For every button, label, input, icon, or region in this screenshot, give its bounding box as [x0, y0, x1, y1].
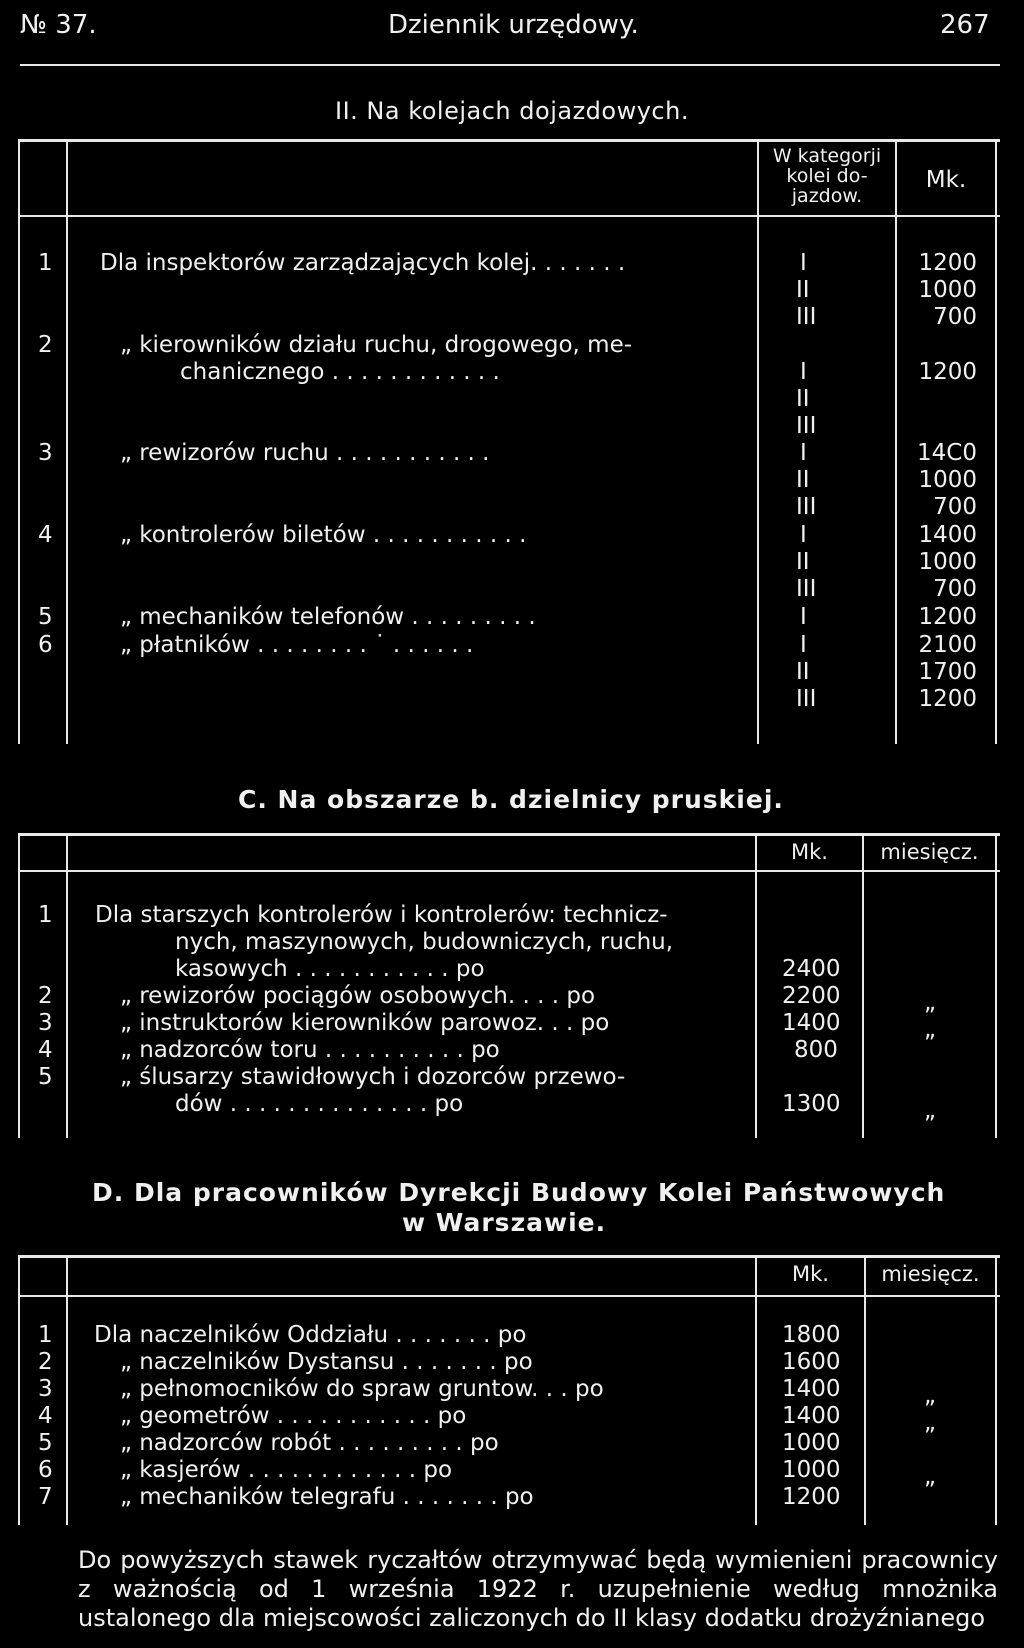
category-cell: II — [796, 277, 810, 303]
row-number: 3 — [38, 440, 53, 466]
row-label: „ nadzorców toru . . . . . . . . . . po — [120, 1037, 500, 1063]
amount-cell: 2200 — [782, 983, 841, 1009]
amount-cell: 1400 — [782, 1403, 841, 1429]
amount-cell: 1600 — [782, 1349, 841, 1375]
section-d-subtitle: w Warszawie. — [402, 1208, 607, 1237]
column-header-period: miesięcz. — [880, 840, 979, 864]
header-rule — [20, 64, 1000, 66]
category-cell: III — [796, 686, 817, 712]
row-number: 1 — [38, 902, 53, 928]
amount-cell: 2100 — [918, 632, 977, 658]
column-header-period: miesięcz. — [881, 1262, 980, 1286]
col-divider — [18, 1255, 20, 1525]
row-label: „ naczelników Dystansu . . . . . . . po — [120, 1349, 533, 1375]
section-d-title: D. Dla pracowników Dyrekcji Budowy Kolei Państwowych — [92, 1178, 946, 1207]
page-number: 267 — [940, 10, 990, 40]
col-divider — [18, 833, 20, 1138]
col-divider — [862, 833, 864, 1138]
row-number: 3 — [38, 1010, 53, 1036]
row-label: „ rewizorów pociągów osobowych. . . . po — [120, 983, 596, 1009]
amount-cell: 1700 — [918, 659, 977, 685]
amount-cell: 1200 — [918, 250, 977, 276]
category-cell: II — [796, 659, 810, 685]
amount-cell: 1000 — [782, 1457, 841, 1483]
amount-cell: 1000 — [918, 277, 977, 303]
row-number: 6 — [38, 632, 53, 658]
col-divider — [66, 139, 68, 744]
row-number: 4 — [38, 1037, 53, 1063]
category-cell: II — [796, 549, 810, 575]
amount-cell: 1400 — [918, 522, 977, 548]
row-number: 7 — [38, 1484, 53, 1510]
amount-cell: 1200 — [918, 686, 977, 712]
row-label: „ kierowników działu ruchu, drogowego, me- — [120, 332, 633, 358]
category-cell: II — [796, 467, 810, 493]
section-c-title: C. Na obszarze b. dzielnicy pruskiej. — [238, 785, 784, 814]
table-header-rule — [18, 870, 1000, 872]
row-label: „ kontrolerów biletów . . . . . . . . . . . — [120, 522, 527, 548]
amount-cell: 1300 — [782, 1091, 841, 1117]
col-divider — [995, 139, 997, 744]
col-divider — [755, 833, 757, 1138]
amount-cell: 14C0 — [917, 440, 977, 466]
row-number: 4 — [38, 522, 53, 548]
category-cell: I — [800, 359, 807, 385]
col-divider — [864, 1255, 866, 1525]
table-header-rule — [18, 215, 1000, 217]
period-cell: „ — [924, 1017, 936, 1043]
row-number: 3 — [38, 1376, 53, 1402]
row-label: nych, maszynowych, budowniczych, ruchu, — [175, 929, 674, 955]
amount-cell: 1800 — [782, 1322, 841, 1348]
period-cell: „ — [924, 1410, 936, 1436]
row-label: „ kasjerów . . . . . . . . . . . . po — [120, 1457, 453, 1483]
amount-cell: 1200 — [782, 1484, 841, 1510]
row-label: kasowych . . . . . . . . . . . po — [175, 956, 485, 982]
table-top-rule — [18, 833, 1000, 836]
row-number: 5 — [38, 604, 53, 630]
category-cell: I — [800, 632, 807, 658]
column-header-category: W kategorji kolei do- jazdow. — [772, 145, 882, 207]
journal-title: Dziennik urzędowy. — [388, 10, 639, 40]
category-cell: I — [800, 440, 807, 466]
amount-cell: 700 — [933, 494, 977, 520]
row-number: 6 — [38, 1457, 53, 1483]
row-number: 2 — [38, 332, 53, 358]
period-cell: „ — [924, 1464, 936, 1490]
amount-cell: 1400 — [782, 1376, 841, 1402]
amount-cell: 800 — [794, 1037, 838, 1063]
row-number: 5 — [38, 1064, 53, 1090]
category-cell: III — [796, 494, 817, 520]
amount-cell: 1200 — [918, 359, 977, 385]
col-divider — [755, 1255, 757, 1525]
section-b-title: II. Na kolejach dojazdowych. — [335, 97, 689, 125]
category-cell: II — [796, 386, 810, 412]
period-cell: „ — [924, 1383, 936, 1409]
amount-cell: 1000 — [782, 1430, 841, 1456]
category-cell: I — [800, 522, 807, 548]
col-divider — [995, 1255, 997, 1525]
category-cell: III — [796, 576, 817, 602]
row-label: „ nadzorców robót . . . . . . . . . po — [120, 1430, 499, 1456]
issue-number: № 37. — [20, 10, 97, 40]
col-divider — [18, 139, 20, 744]
row-number: 2 — [38, 983, 53, 1009]
row-label: Dla naczelników Oddziału . . . . . . . po — [94, 1322, 527, 1348]
row-label: „ pełnomocników do spraw gruntow. . . po — [120, 1376, 604, 1402]
col-divider — [995, 833, 997, 1138]
amount-cell: 1200 — [918, 604, 977, 630]
row-label: „ mechaników telegrafu . . . . . . . po — [120, 1484, 534, 1510]
row-number: 1 — [38, 1322, 53, 1348]
row-label: chanicznego . . . . . . . . . . . . — [180, 359, 500, 385]
column-header-amount: Mk. — [792, 1262, 829, 1286]
col-divider — [66, 833, 68, 1138]
col-divider — [66, 1255, 68, 1525]
category-cell: I — [800, 250, 807, 276]
row-number: 1 — [38, 250, 53, 276]
row-label: dów . . . . . . . . . . . . . . po — [175, 1091, 464, 1117]
row-label: Dla starszych kontrolerów i kontrolerów: technicz- — [95, 902, 668, 928]
period-cell: „ — [924, 1098, 936, 1124]
period-cell: „ — [924, 990, 936, 1016]
row-label: „ geometrów . . . . . . . . . . . po — [120, 1403, 467, 1429]
category-cell: III — [796, 304, 817, 330]
row-number: 4 — [38, 1403, 53, 1429]
table-top-rule — [18, 1255, 1000, 1258]
table-header-rule — [18, 1295, 1000, 1297]
row-label: Dla inspektorów zarządzających kolej. . . . . . . — [100, 250, 626, 276]
row-label: „ ślusarzy stawidłowych i dozorców przewo- — [120, 1064, 626, 1090]
row-label: „ mechaników telefonów . . . . . . . . . — [120, 604, 536, 630]
row-number: 2 — [38, 1349, 53, 1375]
amount-cell: 2400 — [782, 956, 841, 982]
col-divider — [757, 139, 759, 744]
row-label: „ instruktorów kierowników parowoz. . . po — [120, 1010, 610, 1036]
table-top-rule — [18, 139, 1000, 142]
amount-cell: 700 — [933, 304, 977, 330]
row-number: 5 — [38, 1430, 53, 1456]
category-cell: III — [796, 413, 817, 439]
row-label: „ rewizorów ruchu . . . . . . . . . . . — [120, 440, 490, 466]
footer-paragraph: Do powyższych stawek ryczałtów otrzymywać będą wymienieni pracownicy z ważnością od 1 września 1922 r. uzupełnienie według mnożnika ustalonego dla miejscowości zaliczonych do II klasy dodatku drożyźnianego — [78, 1546, 998, 1632]
amount-cell: 1000 — [918, 467, 977, 493]
row-label: „ płatników . . . . . . . . ˙ . . . . . . — [120, 632, 474, 658]
amount-cell: 1000 — [918, 549, 977, 575]
column-header-amount: Mk. — [791, 840, 828, 864]
amount-cell: 1400 — [782, 1010, 841, 1036]
amount-cell: 700 — [933, 576, 977, 602]
column-header-amount: Mk. — [925, 167, 967, 193]
category-cell: I — [800, 604, 807, 630]
